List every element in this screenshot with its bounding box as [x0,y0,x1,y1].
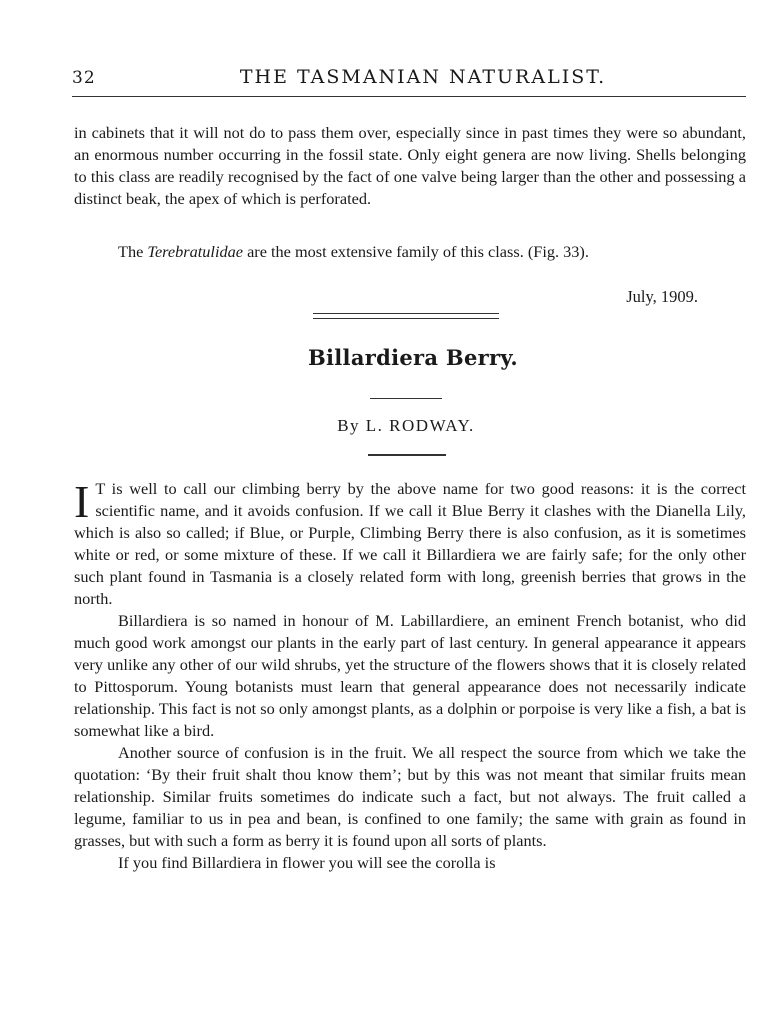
family-text [74,241,746,263]
header-divider [72,96,746,97]
family-suffix: are the most extensive family of this class. (Fig. 33). [247,242,589,261]
body-paragraph-2: Billardiera is so named in honour of M. Labillardiere, an eminent French botanist, who did much good work amongst our plants in the early part of last century. In general appearance it appears very unlike any other of our wild shrubs, yet the structure of the flowers shows that it is closely related to Pittosporum. Young botanists must learn that general appearance does not necessarily indicate relationship. This fact is not so only amongst plants, as a dolphin or porpoise is very like a fish, a bat is somewhat like a bird. [74,611,746,740]
article-title: Billardiera Berry. [307,345,519,370]
page-number: 32 [72,68,96,88]
journal-title: THE TASMANIAN NATURALIST. [239,66,607,88]
intro-paragraph [74,122,746,210]
drop-cap: I [74,476,90,527]
intro-text: in cabinets that it will not do to pass them over, especially since in past times they were so abundant, an enormous number occurring in the fossil state. Only eight genera are now living. Shells belonging to this class are readily recognised by the fact of one valve being larger than the other and possessing a distinct beak, the apex of which is perforated. [74,123,746,208]
body-paragraph-1 [74,478,746,610]
article-byline: By L. RODWAY. [337,416,475,435]
body-paragraph-3: Another source of confusion is in the fruit. We all respect the source from which we take the quotation: ‘By their fruit shalt thou know them’; but by this was not meant that similar fruits mean relationship. Similar fruits sometimes do indicate such a fact, but not always. The fruit called a legume, familiar to us in pea and bean, is confined to one family; the same with grain as found in grasses, but with such a form as berry it is found upon all sorts of plants. [74,743,746,850]
body-paragraph-4: If you find Billardiera in flower you will see the corolla is [118,853,496,872]
family-prefix: The [118,242,144,261]
section-divider [313,313,499,319]
body-paragraph-1-text: T is well to call our climbing berry by the above name for two good reasons: it is the correct scientific name, and it avoids confusion. If we call it Blue Berry it clashes with the Dianella Lily, which is also so called; if Blue, or Purple, Climbing Berry there is also confusion, as it is sometimes white or red, or some mixture of these. If we call it Billardiera we are fairly safe; for the only other such plant found in Tasmania is a closely related form with long, greenish berries that grows in the north. [74,479,746,608]
family-name: Terebratulidae [147,242,243,261]
byline-rule [368,454,446,456]
article-body [74,478,746,874]
running-header [70,64,746,90]
family-paragraph [74,241,746,263]
title-rule [370,398,442,399]
article-date: July, 1909. [626,287,698,306]
